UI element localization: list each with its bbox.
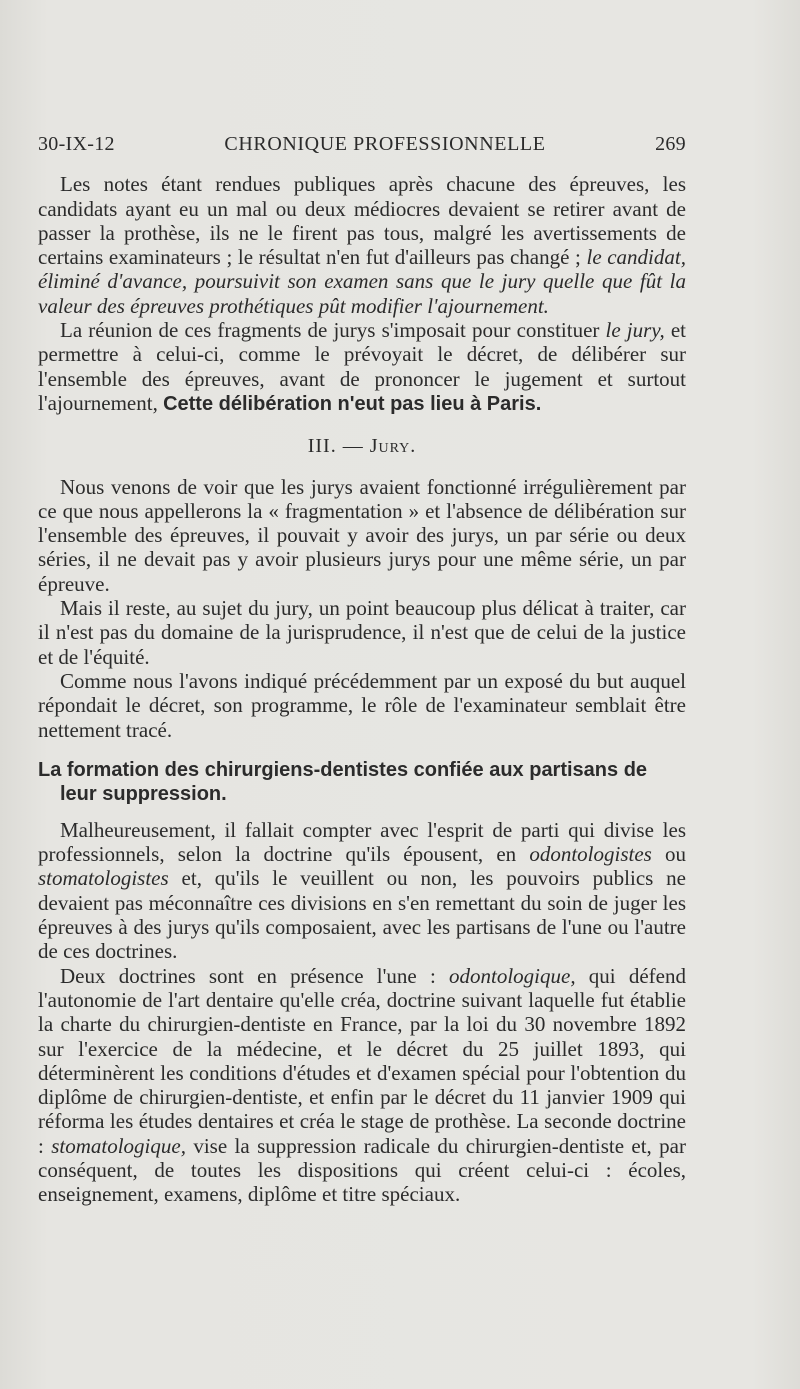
paragraph-7-text-a: Deux doctrines sont en présence l'une :	[60, 963, 450, 988]
page-number: 269	[655, 133, 686, 155]
paragraph-6-text-c: et, qu'ils le veuillent ou non, les pouvoirs publics ne devaient pas méconnaître ces divisions en s'en remettant du soin de juger les épreuves à des jurys qu'ils composaient, avec les partisans de l'une ou l'autre de ces doctrines.	[38, 866, 686, 964]
header-date: 30-IX-12	[38, 133, 115, 155]
paragraph-7-italic-b: stomatologique,	[51, 1133, 186, 1158]
section-heading	[38, 434, 686, 458]
subheading: La formation des chirurgiens-dentistes confiée aux partisans de leur suppression.	[38, 758, 648, 805]
paragraph-1-italic: le candidat, éliminé d'avance, poursuivit son examen sans que le jury quelle que fût la valeur des épreuves prothétiques pût modifier l'ajournement.	[38, 245, 686, 318]
paragraph-7-text-c: vise la suppression radicale du chirurgien-dentiste et, par conséquent, de toutes les dispositions qui créent celui-ci : écoles, enseignement, examens, diplôme et titre spéciaux.	[38, 1133, 686, 1207]
paragraph-2-text-a: La réunion de ces fragments de jurys s'imposait pour constituer	[60, 318, 606, 343]
paragraph-6-italic-b: stomatologistes	[38, 866, 169, 891]
paragraph-6	[38, 818, 686, 964]
section-name: Jury.	[369, 435, 417, 458]
running-header	[38, 132, 686, 156]
section-numeral: III. —	[307, 435, 370, 458]
text-column	[38, 132, 686, 1207]
paragraph-3: Nous venons de voir que les jurys avaient fonctionné irrégulièrement par ce que nous appellerons la « fragmentation » et l'absence de délibération sur l'ensemble des épreuves, il pouvait y avoir des jurys, un par série ou deux séries, il ne devait pas y avoir plusieurs jurys pour une même série, un par épreuve.	[38, 474, 686, 596]
paragraph-6-text-a: Malheureusement, il fallait compter avec l'esprit de parti qui divise les professionnels, selon la doctrine qu'ils épousent, en	[38, 817, 686, 867]
paragraph-2	[38, 318, 686, 416]
paragraph-1-text: Les notes étant rendues publiques après chacune des épreuves, les candidats ayant eu un mal ou deux médiocres devaient se retirer avant de passer la prothèse, ils ne le firent pas tous, malgré les avertissements de certains examinateurs ; le résultat n'en fut d'ailleurs pas changé ;	[38, 172, 686, 270]
paragraph-2-bold: Cette délibération n'eut pas lieu à Paris.	[163, 392, 542, 415]
paragraph-2-text-b: et permettre à celui-ci, comme le prévoyait le décret, de délibérer sur l'ensemble des épreuves, avant de prononcer le jugement et surtout l'ajournement,	[38, 318, 687, 415]
paragraph-7-italic-a: odontologique,	[449, 963, 576, 988]
paragraph-5: Comme nous l'avons indiqué précédemment par un exposé du but auquel répondait le décret, son programme, le rôle de l'examinateur semblait être nettement tracé.	[38, 668, 686, 742]
header-title: CHRONIQUE PROFESSIONNELLE	[224, 133, 546, 155]
paragraph-6-italic-a: odontologistes	[529, 842, 652, 867]
paragraph-7-text-b: qui défend l'autonomie de l'art dentaire qu'elle créa, doctrine suivant laquelle fut établie la charte du chirurgien-dentiste en France, par la loi du 30 novembre 1892 sur l'exercice de la médecine, et le décret du 25 juillet 1893, qui déterminèrent les conditions d'études et d'examen spécial pour l'obtention du diplôme de chirurgien-dentiste, et enfin par le décret du 11 janvier 1909 qui réforma les études dentaires et créa le stage de prothèse. La seconde doctrine :	[38, 963, 686, 1158]
paragraph-7	[38, 964, 686, 1207]
paragraph-4: Mais il reste, au sujet du jury, un point beaucoup plus délicat à traiter, car il n'est pas du domaine de la jurisprudence, il n'est que de celui de la justice et de l'équité.	[38, 596, 686, 669]
paragraph-2-italic: le jury,	[605, 318, 665, 343]
paragraph-6-text-b: ou	[651, 842, 687, 867]
paragraph-1	[38, 172, 686, 318]
